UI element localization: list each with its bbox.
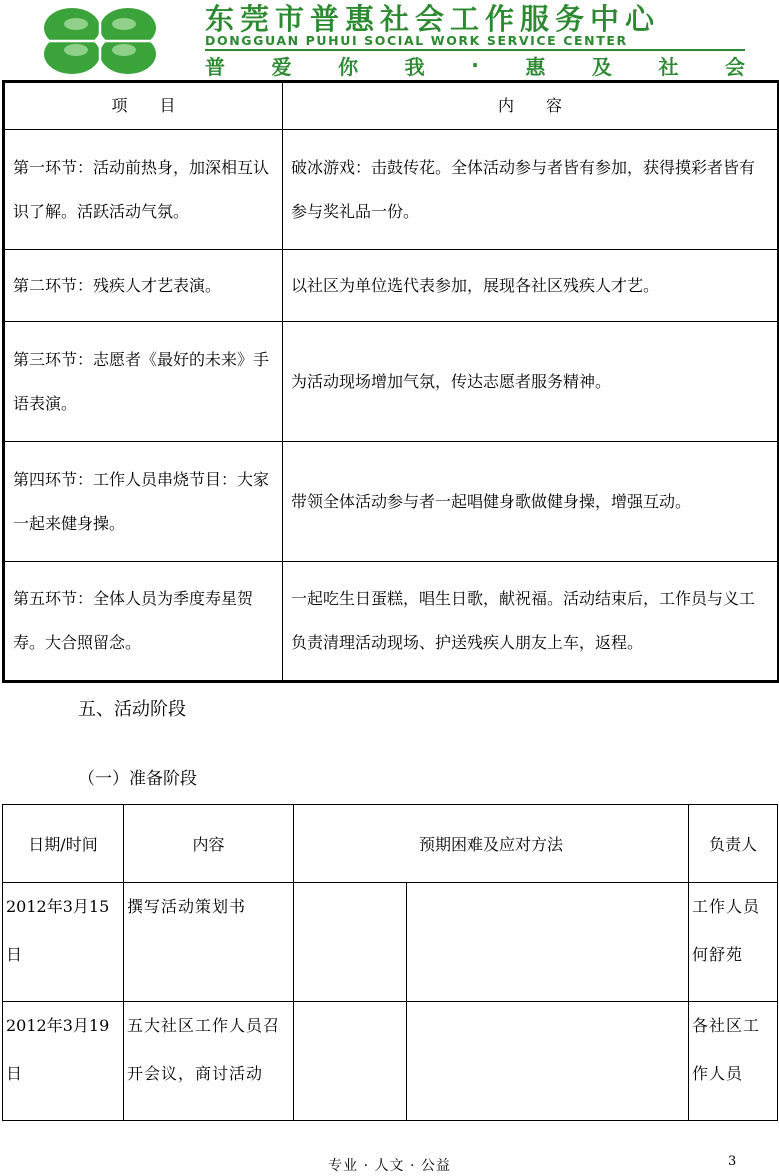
difficulty-cell [294, 883, 407, 1002]
header-cell-item: 项 目 [4, 82, 283, 130]
footer-motto: 专业 · 人文 · 公益 [328, 1158, 451, 1174]
slogan-char: 会 [724, 54, 745, 79]
table-row [4, 442, 779, 562]
segment-cell: 第四环节：工作人员串烧节目：大家一起来健身操。 [4, 442, 283, 562]
slogan-char: · [471, 53, 479, 77]
date-cell: 2012年3月19日 [3, 1002, 124, 1121]
header-cell-date: 日期/时间 [3, 805, 124, 883]
table-row [4, 250, 779, 322]
segment-content-cell: 为活动现场增加气氛，传达志愿者服务精神。 [283, 322, 779, 442]
solution-cell [407, 1002, 689, 1121]
activity-segments-table [2, 80, 779, 683]
owner-cell: 各社区工作人员 [689, 1002, 778, 1121]
header-cell-owner: 负责人 [689, 805, 778, 883]
table-row [3, 883, 778, 1002]
slogan [205, 52, 745, 78]
slogan-char: 爱 [271, 54, 292, 79]
four-leaf-clover-icon [30, 2, 170, 78]
slogan-char: 普 [205, 54, 225, 79]
segment-cell: 第三环节：志愿者《最好的未来》手语表演。 [4, 322, 283, 442]
segment-content-cell: 以社区为单位选代表参加，展现各社区残疾人才艺。 [283, 250, 779, 322]
solution-cell [407, 883, 689, 1002]
header-cell-content: 内容 [124, 805, 294, 883]
segment-cell: 第五环节：全体人员为季度寿星贺寿。大合照留念。 [4, 562, 283, 682]
segment-content-cell: 破冰游戏：击鼓传花。全体活动参与者皆有参加，获得摸彩者皆有参与奖礼品一份。 [283, 130, 779, 250]
segment-content-cell: 一起吃生日蛋糕，唱生日歌，献祝福。活动结束后，工作员与义工负责清理活动现场、护送残疾人朋友上车，返程。 [283, 562, 779, 682]
table-row [4, 322, 779, 442]
org-name-en: DONGGUAN PUHUI SOCIAL WORK SERVICE CENTER [205, 33, 628, 48]
difficulty-cell [294, 1002, 407, 1121]
owner-cell: 工作人员何舒苑 [689, 883, 778, 1002]
segment-cell: 第二环节：残疾人才艺表演。 [4, 250, 283, 322]
table-row [4, 130, 779, 250]
section-title: 五、活动阶段 [78, 699, 186, 720]
header-cell-difficulties: 预期困难及应对方法 [294, 805, 689, 883]
org-name-cn: 东莞市普惠社会工作服务中心 [205, 2, 661, 36]
table-row [3, 1002, 778, 1121]
slogan-char: 我 [404, 54, 425, 79]
slogan-char: 惠 [525, 54, 546, 79]
page-number: 3 [728, 1154, 737, 1169]
segment-content-cell: 带领全体活动参与者一起唱健身歌做健身操，增强互动。 [283, 442, 779, 562]
slogan-char: 及 [591, 54, 612, 79]
subsection-title: （一）准备阶段 [78, 769, 197, 789]
table-row [4, 562, 779, 682]
table-header-row [3, 805, 778, 883]
slogan-char: 社 [658, 54, 679, 79]
preparation-stage-table [2, 804, 778, 1121]
page-header [0, 0, 779, 80]
segment-cell: 第一环节：活动前热身，加深相互认识了解。活跃活动气氛。 [4, 130, 283, 250]
table-header-row [4, 82, 779, 130]
header-cell-content: 内 容 [283, 82, 779, 130]
content-cell: 五大社区工作人员召开会议，商讨活动 [124, 1002, 294, 1121]
content-cell: 撰写活动策划书 [124, 883, 294, 1002]
date-cell: 2012年3月15日 [3, 883, 124, 1002]
slogan-char: 你 [338, 54, 359, 79]
